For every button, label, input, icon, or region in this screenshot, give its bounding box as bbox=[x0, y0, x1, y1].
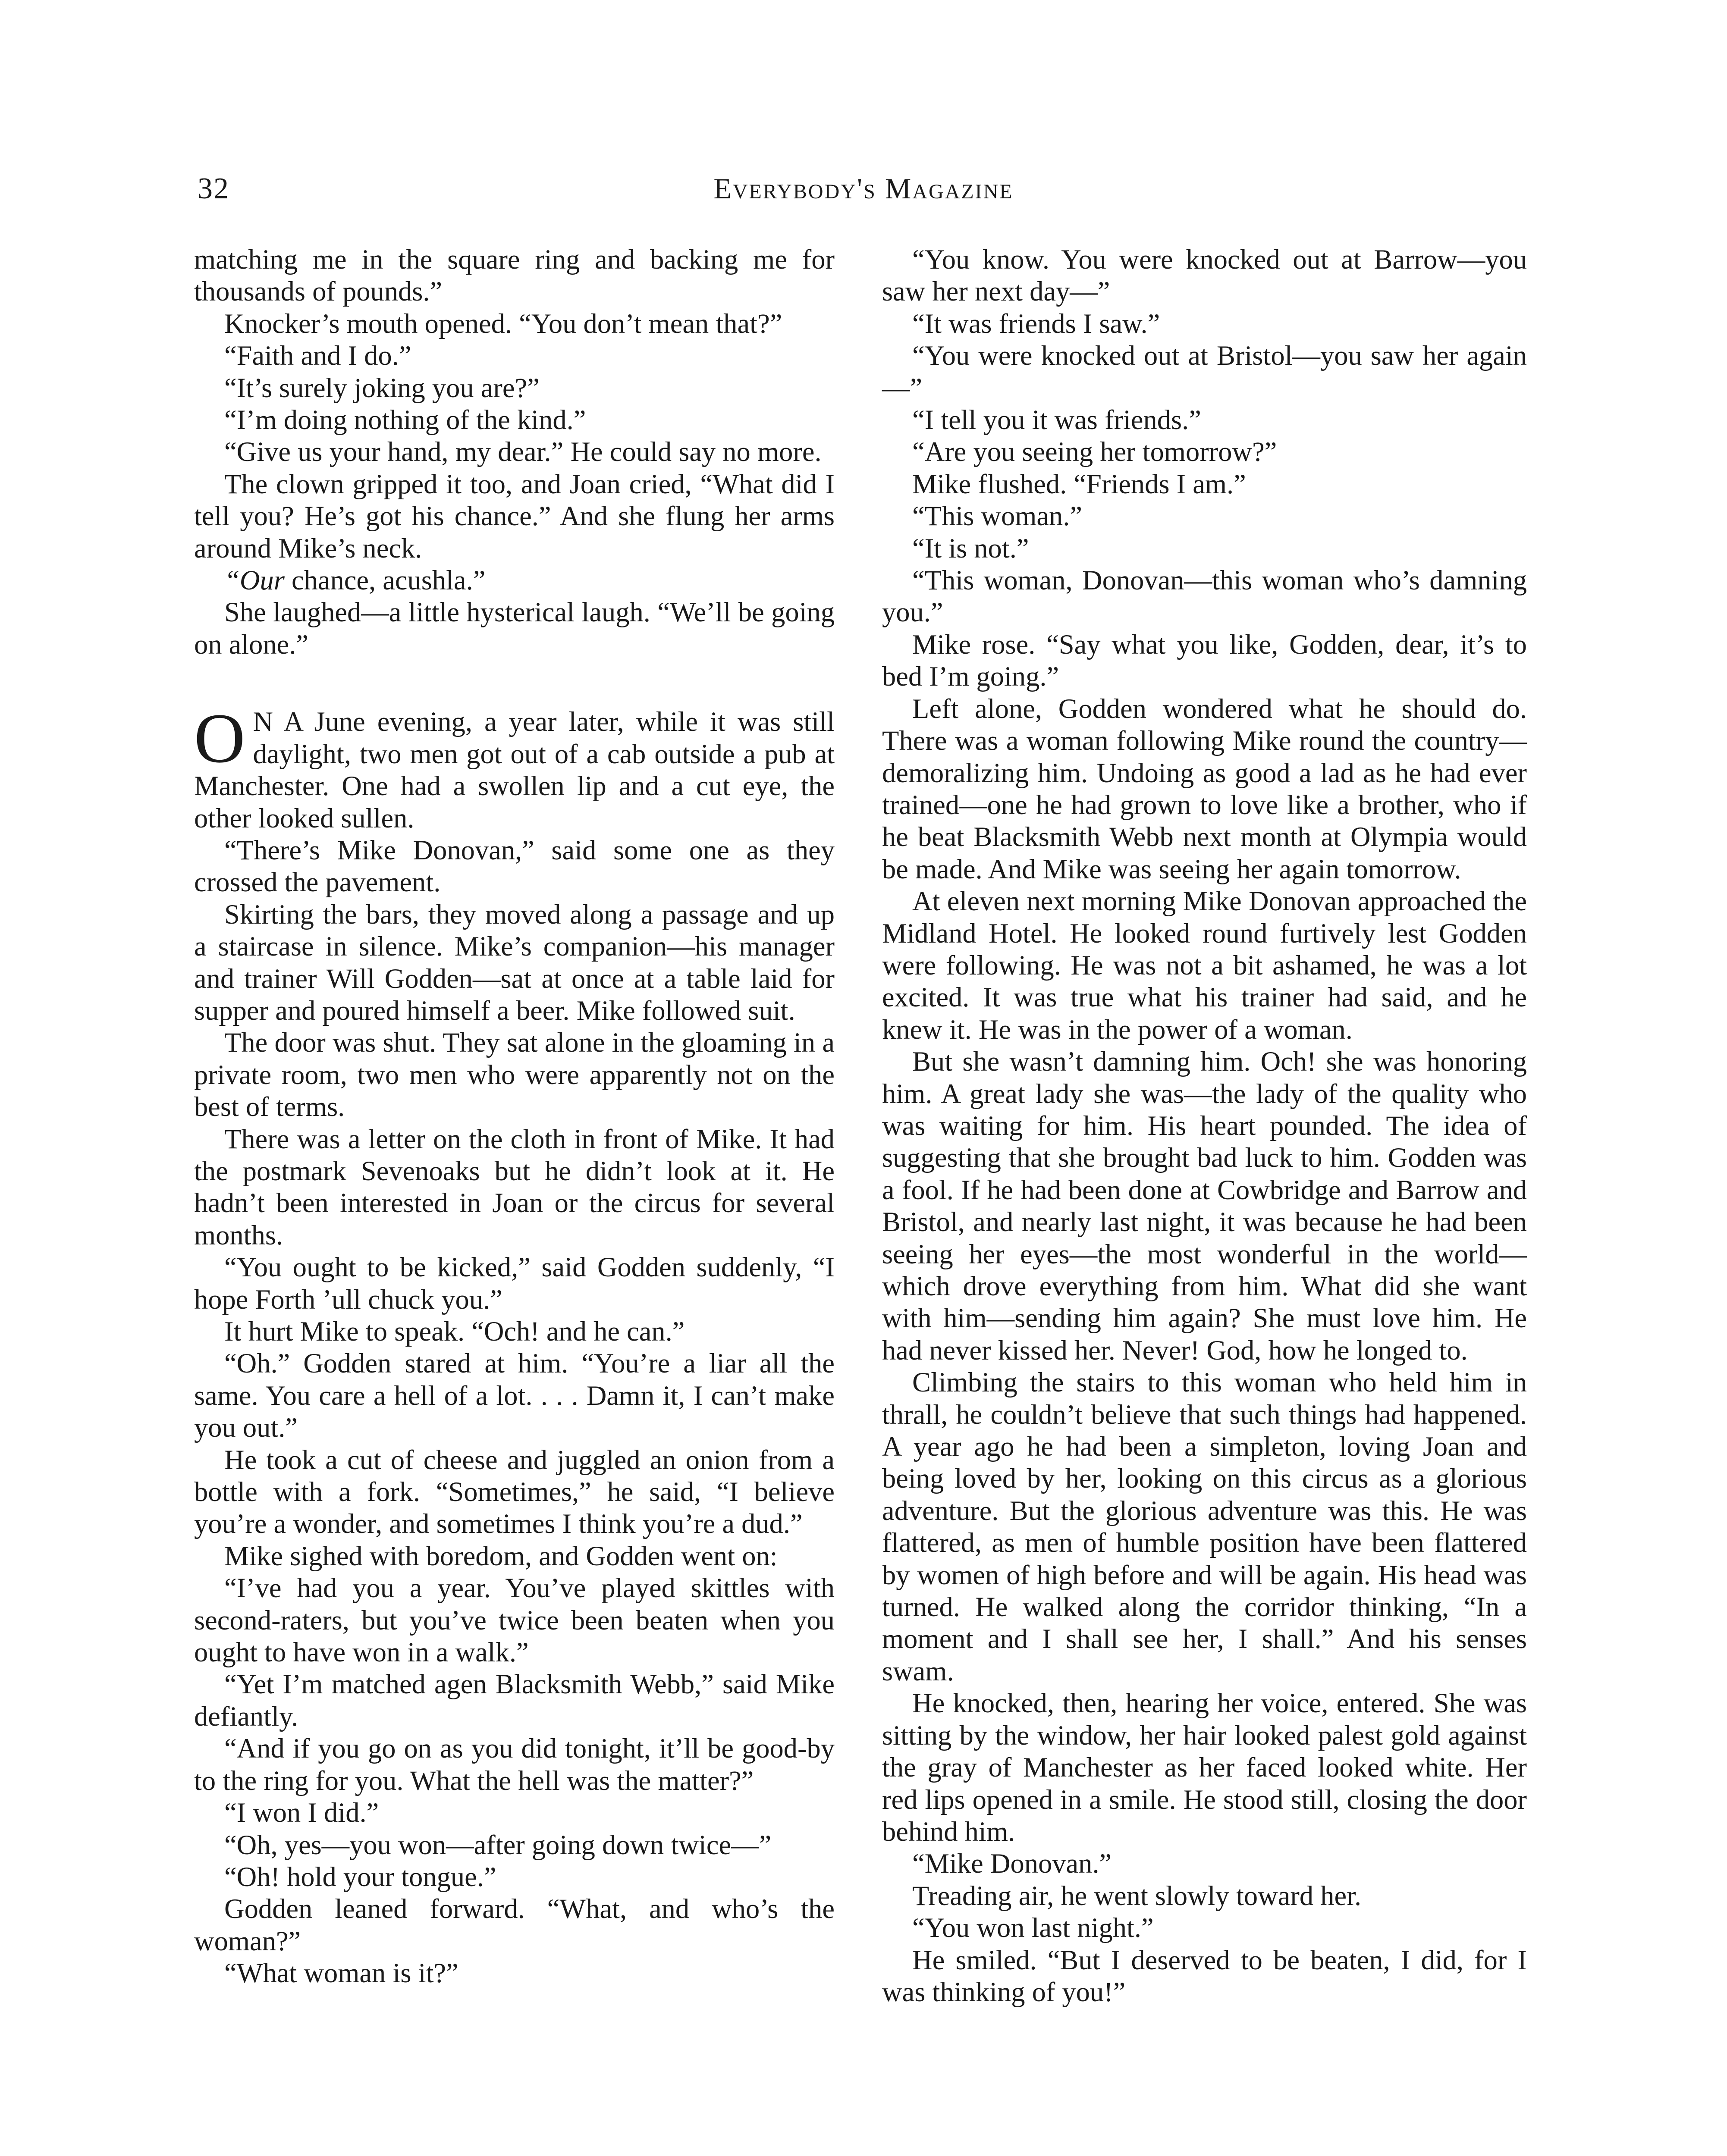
paragraph: “Yet I’m matched agen Blacksmith Webb,” said Mike defiantly. bbox=[194, 1669, 835, 1732]
paragraph: matching me in the square ring and backing me for thousands of pounds.” bbox=[194, 244, 835, 307]
paragraph: “You were knocked out at Bristol—you saw her again—” bbox=[882, 340, 1527, 403]
paragraph: It hurt Mike to speak. “Och! and he can.” bbox=[224, 1316, 685, 1347]
paragraph: “There’s Mike Donovan,” said some one as they crossed the pavement. bbox=[194, 834, 835, 898]
paragraph: He smiled. “But I deserved to be beaten, I did, for I was thinking of you!” bbox=[882, 1944, 1527, 2007]
paragraph: “Give us your hand, my dear.” He could say no more. bbox=[224, 436, 822, 467]
paragraph: He knocked, then, hearing her voice, entered. She was sitting by the window, her hair looked palest gold against the gray of Manchester as her faced looked white. Her red lips opened in a smile. He stood still, closing the door behind him. bbox=[882, 1688, 1527, 1847]
paragraph: Skirting the bars, they moved along a passage and up a staircase in silence. Mike’s companion—his manager and trainer Will Godden—sat at once at a table laid for supper and poured himself a beer. Mike followed suit. bbox=[194, 899, 835, 1026]
paragraph: “It’s surely joking you are?” bbox=[224, 372, 540, 403]
paragraph: “Faith and I do.” bbox=[224, 340, 411, 371]
left-column bbox=[194, 244, 835, 1990]
paragraph: “This woman, Donovan—this woman who’s damning you.” bbox=[882, 565, 1527, 628]
paragraph: There was a letter on the cloth in front of Mike. It had the postmark Sevenoaks but he didn’t look at it. He hadn’t been interested in Joan or the circus for several months. bbox=[194, 1123, 835, 1250]
paragraph: The door was shut. They sat alone in the gloaming in a private room, two men who were apparently not on the best of terms. bbox=[194, 1027, 835, 1122]
paragraph: The clown gripped it too, and Joan cried, “What did I tell you? He’s got his chance.” And she flung her arms around Mike’s neck. bbox=[194, 468, 835, 564]
paragraph: Mike sighed with boredom, and Godden went on: bbox=[224, 1540, 778, 1571]
paragraph bbox=[194, 564, 835, 596]
paragraph: “I’m doing nothing of the kind.” bbox=[224, 404, 586, 436]
paragraph: Knocker’s mouth opened. “You don’t mean that?” bbox=[224, 308, 782, 339]
paragraph: “I’ve had you a year. You’ve played skittles with second-raters, but you’ve twice been beaten when you ought to have won in a walk.” bbox=[194, 1573, 835, 1668]
paragraph: He took a cut of cheese and juggled an onion from a bottle with a fork. “Sometimes,” he said, “I believe you’re a wonder, and sometimes I think you’re a dud.” bbox=[194, 1444, 835, 1539]
paragraph: “I won I did.” bbox=[224, 1797, 379, 1828]
paragraph: “You won last night.” bbox=[912, 1912, 1154, 1943]
paragraph: Mike rose. “Say what you like, Godden, dear, it’s to bed I’m going.” bbox=[882, 629, 1527, 692]
paragraph: “It was friends I saw.” bbox=[912, 308, 1160, 339]
paragraph: “You know. You were knocked out at Barrow—you saw her next day—” bbox=[882, 244, 1527, 307]
paragraph: “Are you seeing her tomorrow?” bbox=[912, 436, 1277, 467]
opening-text: N A June evening, a year later, while it was still daylight, two men got out of a cab outside a pub at Manchester. One had a swollen lip and a cut eye, the other looked sullen. bbox=[194, 706, 835, 834]
paragraph: “It is not.” bbox=[912, 533, 1029, 564]
paragraph: Treading air, he went slowly toward her. bbox=[912, 1880, 1362, 1911]
paragraph: At eleven next morning Mike Donovan approached the Midland Hotel. He looked round furtively lest Godden were following. He was not a bit ashamed, he was a lot excited. It was true what his trainer had said, and he knew it. He was in the power of a woman. bbox=[882, 886, 1527, 1045]
paragraph: But she wasn’t damning him. Och! she was honoring him. A great lady she was—the lady of the quality who was waiting for him. His heart pounded. The idea of suggesting that she brought bad luck to him. Godden was a fool. If he had been done at Cowbridge and Barrow and Bristol, and nearly last night, it was because he had been seeing her eyes—the most wonderful in the world—which drove everything from him. What did she want with him—sending him again? She must love him. He had never kissed her. Never! God, how he longed to. bbox=[882, 1046, 1527, 1366]
drop-cap: O bbox=[194, 699, 245, 778]
paragraph: “Oh! hold your tongue.” bbox=[224, 1861, 496, 1892]
running-head: Everybody's Magazine bbox=[713, 172, 1014, 205]
paragraph: Mike flushed. “Friends I am.” bbox=[912, 468, 1246, 499]
paragraph: Godden leaned forward. “What, and who’s the woman?” bbox=[194, 1893, 835, 1956]
section-break bbox=[194, 661, 835, 706]
paragraph: “What woman is it?” bbox=[224, 1958, 458, 1989]
paragraph: Climbing the stairs to this woman who held him in thrall, he couldn’t believe that such things had happened. A year ago he had been a simpleton, loving Joan and being loved by her, looking on this circus as a glorious adventure. But the glorious adventure was this. He was flattered, as men of humble position have been flattered by women of high before and will be again. His head was turned. He walked along the corridor thinking, “In a moment and I shall see her, I shall.” And his senses swam. bbox=[882, 1367, 1527, 1686]
emphasized-word: “Our bbox=[224, 565, 285, 596]
page-number: 32 bbox=[198, 172, 229, 205]
paragraph: “This woman.” bbox=[912, 501, 1083, 532]
paragraph: “You ought to be kicked,” said Godden suddenly, “I hope Forth ’ull chuck you.” bbox=[194, 1252, 835, 1315]
paragraph: She laughed—a little hysterical laugh. “We’ll be going on alone.” bbox=[194, 597, 835, 660]
paragraph-text: chance, acushla.” bbox=[284, 565, 486, 596]
paragraph: “I tell you it was friends.” bbox=[912, 404, 1201, 436]
paragraph: “Oh, yes—you won—after going down twice—” bbox=[224, 1829, 772, 1860]
paragraph: Left alone, Godden wondered what he should do. There was a woman following Mike round the country—demoralizing him. Undoing as good a lad as he had ever trained—one he had grown to love like a brother, who if he beat Blacksmith Webb next month at Olympia would be made. And Mike was seeing her again tomorrow. bbox=[882, 693, 1527, 884]
right-column bbox=[882, 244, 1527, 2008]
paragraph: “Mike Donovan.” bbox=[912, 1848, 1112, 1879]
section-opening-paragraph bbox=[194, 699, 835, 834]
paragraph: “And if you go on as you did tonight, it’ll be good-by to the ring for you. What the hell was the matter?” bbox=[194, 1733, 835, 1796]
paragraph: “Oh.” Godden stared at him. “You’re a liar all the same. You care a hell of a lot. . . . Damn it, I can’t make you out.” bbox=[194, 1348, 835, 1443]
